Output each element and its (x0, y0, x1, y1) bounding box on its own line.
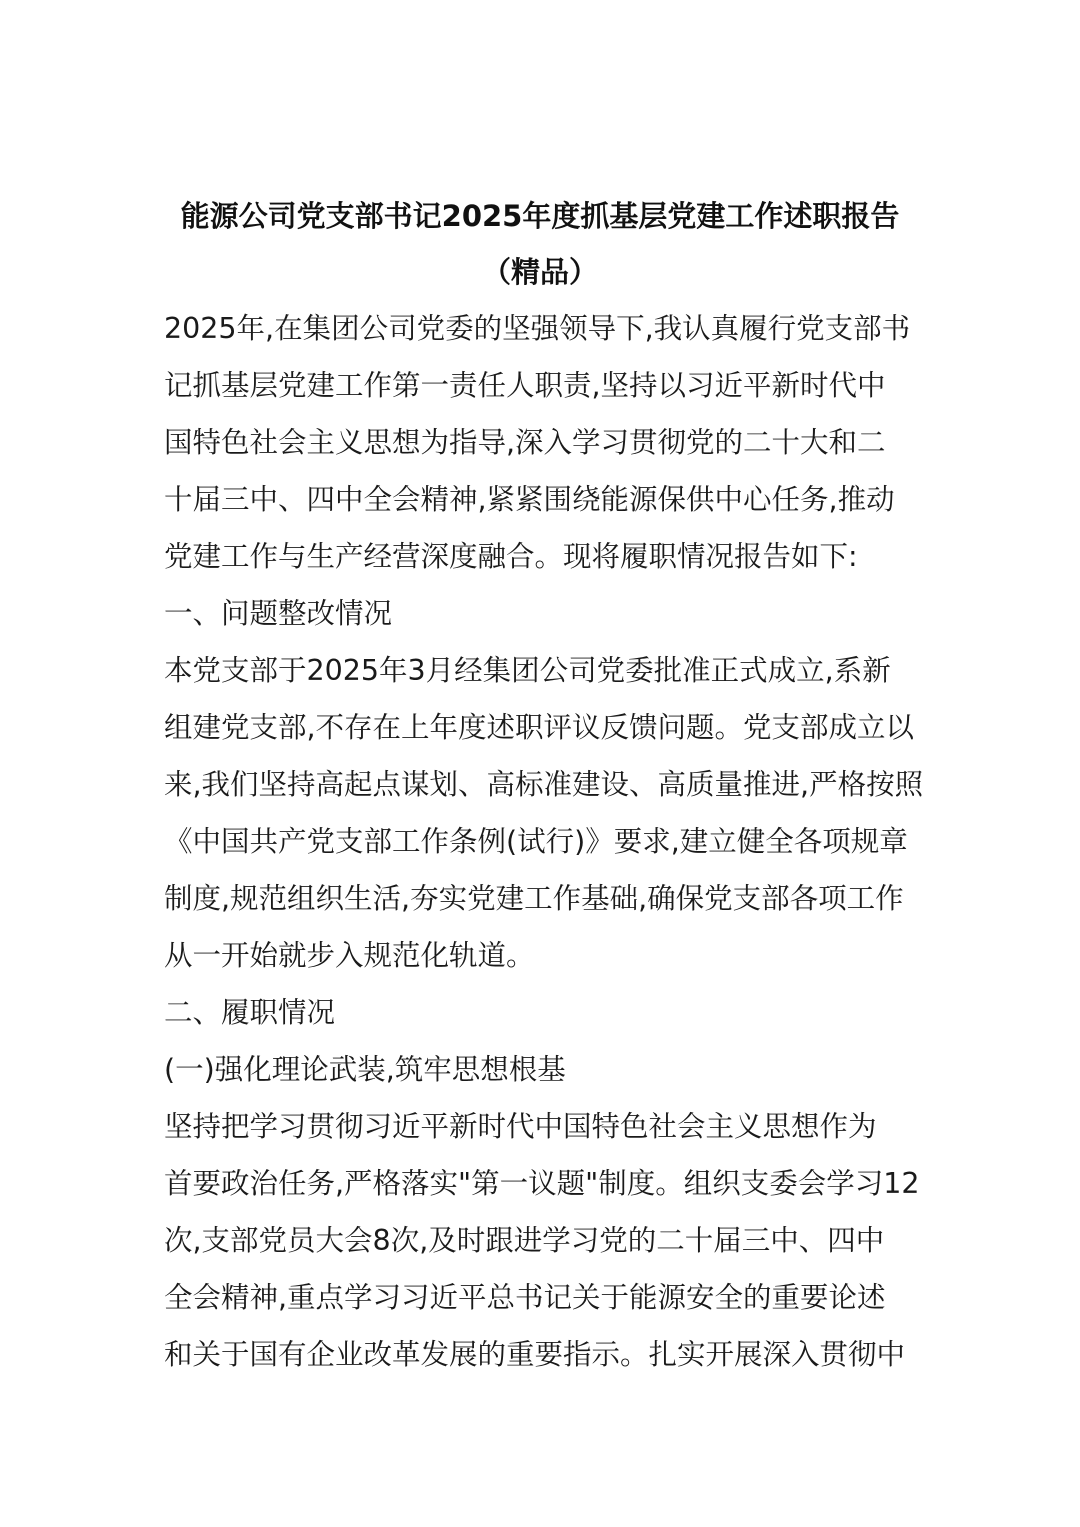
paragraph-line: 来,我们坚持高起点谋划、高标准建设、高质量推进,严格按照 (164, 768, 924, 801)
paragraph-line: 《中国共产党支部工作条例(试行)》要求,建立健全各项规章 (164, 825, 908, 858)
paragraph-line: 党建工作与生产经营深度融合。现将履职情况报告如下: (164, 540, 858, 573)
section-heading: 一、问题整改情况 (164, 597, 393, 630)
document-title: 能源公司党支部书记2025年度抓基层党建工作述职报告 (180, 199, 900, 233)
section-heading: 二、履职情况 (164, 996, 336, 1029)
paragraph-line: 组建党支部,不存在上年度述职评议反馈问题。党支部成立以 (164, 711, 915, 744)
paragraph-line: 坚持把学习贯彻习近平新时代中国特色社会主义思想作为 (164, 1110, 877, 1143)
paragraph-line: 十届三中、四中全会精神,紧紧围绕能源保供中心任务,推动 (164, 483, 895, 516)
document-title-suffix: （精品） (481, 255, 598, 289)
subsection-heading: (一)强化理论武装,筑牢思想根基 (164, 1053, 566, 1086)
paragraph-line: 和关于国有企业改革发展的重要指示。扎实开展深入贯彻中 (164, 1338, 906, 1371)
paragraph-line: 全会精神,重点学习习近平总书记关于能源安全的重要论述 (164, 1281, 886, 1314)
paragraph-line: 制度,规范组织生活,夯实党建工作基础,确保党支部各项工作 (164, 882, 904, 915)
paragraph-line: 首要政治任务,严格落实"第一议题"制度。组织支委会学习12 (164, 1167, 920, 1200)
paragraph-line: 2025年,在集团公司党委的坚强领导下,我认真履行党支部书 (164, 312, 911, 345)
paragraph-line: 次,支部党员大会8次,及时跟进学习党的二十届三中、四中 (164, 1224, 885, 1257)
paragraph-line: 国特色社会主义思想为指导,深入学习贯彻党的二十大和二 (164, 426, 886, 459)
paragraph-line: 记抓基层党建工作第一责任人职责,坚持以习近平新时代中 (164, 369, 886, 402)
paragraph-line: 从一开始就步入规范化轨道。 (164, 939, 535, 972)
document-body (164, 300, 924, 1383)
paragraph-line: 本党支部于2025年3月经集团公司党委批准正式成立,系新 (164, 654, 891, 687)
